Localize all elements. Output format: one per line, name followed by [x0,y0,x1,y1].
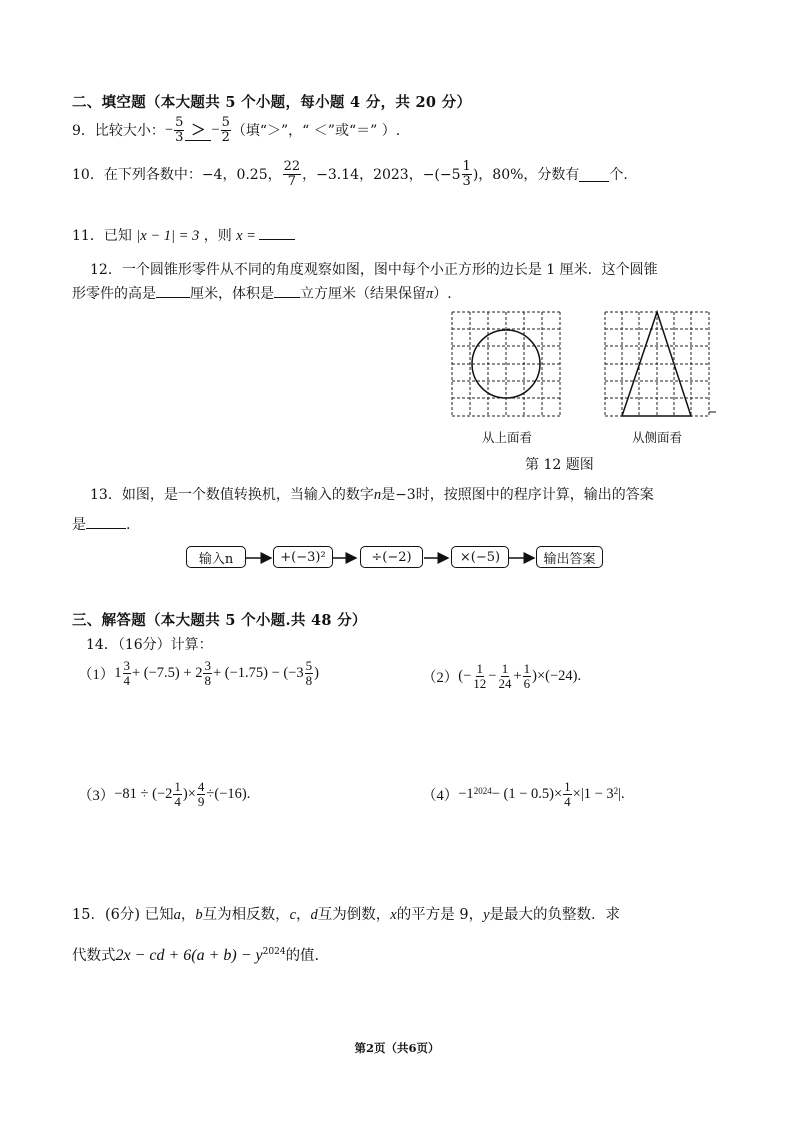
q11-answer-blank [259,225,295,240]
q15-text-f: 的平方是 9， [396,907,484,923]
flow-step-input: 输入n [186,546,246,568]
q10-answer-blank [579,167,609,182]
q14-part-4 [422,780,625,808]
question-10 [72,160,628,188]
flow-step-divide: ÷(−2) [360,546,423,568]
q14-p3-b: )× [182,785,196,802]
q13-line-1 [90,484,654,504]
q13-text-c: 是 [72,517,86,533]
q14-p2-label: （2） [422,669,459,686]
q12-side-view-figure [601,308,719,420]
q15-expression: 2x − cd + 6(a + b) − y [115,947,263,964]
q14-p3-c: ÷(−16). [206,785,251,802]
q14-p3-label: （3） [78,787,115,804]
q15-text-i: 的值. [285,948,320,964]
section-2-title: 二、填空题（本大题共 5 个小题，每小题 4 分，共 20 分） [72,94,472,111]
q11-expression: |x − 1| = 3 [136,228,200,244]
q9-answer: ＞ [185,119,211,141]
q15-var-y: y [483,907,490,923]
q14-p4-c: ×|1 − 3 [572,785,614,802]
q15-text-h: 代数式 [72,948,116,964]
q14-p2-op-1: − [488,667,497,684]
q14-p2-open: (− [458,667,472,684]
q12-text-d: ）. [433,286,452,302]
question-9 [72,116,400,144]
q12-top-view-figure [449,308,565,420]
q15-var-a: a [173,907,181,923]
q14-p2-fraction-1: $\frac{1}{12}$ [473,661,487,691]
q12-text-a: 形零件的高是 [72,286,156,302]
q15-text-e: 互为倒数， [317,907,391,923]
q14-p1-whole-a: 1 [114,664,122,681]
q14-p1-fraction-c: $\frac{5}{8}$ [305,658,313,688]
q14-p1-mid-1: + (−7.5) + 2 [132,664,203,681]
q12-height-blank [156,283,190,298]
q15-line-2 [72,944,319,965]
q14-heading: 14．（16分）计算： [86,637,213,653]
section-3-title: 三、解答题（本大题共 5 个小题.共 48 分） [72,612,367,629]
q10-suffix: )，80%，分数有 [472,167,580,184]
q15-text-a: 15．(6分) 已知 [72,907,174,923]
q14-p3-fraction: $\frac{4}{9}$ [197,779,205,809]
q13-text-b: 是−3时，按照图中的程序计算，输出的答案 [381,487,654,503]
q12-line-2 [72,283,452,303]
q13-variable-n: n [373,487,382,503]
q10-prefix: 10．在下列各数中：−4，0.25， [72,167,282,184]
q14-p2-fraction-3: $\frac{1}{6}$ [523,661,531,691]
q15-text-d: ， [296,907,311,923]
q14-p1-mid-2: + (−1.75) − (−3 [212,664,304,681]
q13-text-d: . [126,517,131,533]
q15-var-d: d [310,907,318,923]
q9-fraction-a: $\frac{5}{3}$ [175,115,184,145]
q14-part-2 [422,662,581,690]
q10-fraction-1-3: $\frac{1}{3}$ [462,159,471,189]
q14-p1-end: ) [314,664,319,681]
q14-p1-fraction-a: $\frac{3}{4}$ [123,658,130,688]
q14-p3-fraction-mixed: $\frac{1}{4}$ [174,779,181,809]
flow-step-add: +(−3)² [273,546,333,568]
q11-variable: x [236,228,243,244]
q9-sign-b: − [211,121,220,138]
q9-fraction-b: $\frac{5}{2}$ [221,115,230,145]
q14-p4-exponent: 2024 [473,786,492,796]
q13-answer-blank [86,514,126,529]
q15-text-g: 是最大的负整数．求 [489,907,621,923]
q15-line-1 [72,903,620,924]
q14-p4-a: −1 [458,785,474,802]
q10-fraction-22-7: $\frac{22}{7}$ [283,159,301,189]
flow-step-multiply: ×(−5) [451,546,509,568]
q14-p3-a: −81 ÷ (−2 [114,785,173,802]
page-footer: 第2页（共6页） [354,1041,440,1055]
q12-side-view-caption: 从侧面看 [632,430,683,445]
q13-text-a: 13．如图，是一个数值转换机，当输入的数字 [90,487,374,503]
q15-var-b: b [195,907,203,923]
question-11 [72,225,295,245]
q9-prefix: 9．比较大小： [72,123,165,140]
q13-line-2 [72,514,130,534]
q12-text-c: 立方厘米（结果保留 [300,286,426,302]
q10-middle: ，−3.14，2023，−(−5 [302,167,461,184]
q12-pi: π [426,286,434,302]
q14-p1-fraction-b: $\frac{3}{8}$ [204,658,211,688]
q14-part-1 [78,659,319,687]
q11-prefix: 11．已知 [72,228,132,244]
q14-p2-end: )×(−24). [532,667,582,684]
q9-sign-a: − [164,121,174,138]
q14-p4-d: |. [618,785,625,802]
q15-var-x: x [390,907,397,923]
q15-var-c: c [289,907,297,923]
q14-p2-fraction-2: $\frac{1}{24}$ [498,661,512,691]
q11-mid: ，则 [203,228,232,244]
q14-p4-label: （4） [422,787,459,804]
q14-p4-exponent-2: 2 [613,786,619,796]
q12-volume-blank [274,283,300,298]
q15-text-b: ， [180,907,196,923]
q14-p1-label: （1） [78,666,115,683]
q12-line-1: 12．一个圆锥形零件从不同的角度观察如图，图中每个小正方形的边长是 1 厘米．这个圆锥 [90,262,658,278]
q9-suffix: （填“＞”，“ ＜”或“＝” ）. [231,123,401,140]
q14-part-3 [78,780,250,808]
q14-p4-fraction: $\frac{1}{4}$ [564,779,571,809]
q15-text-c: 互为相反数， [202,907,290,923]
q12-text-b: 厘米，体积是 [190,286,274,302]
q12-top-view-caption: 从上面看 [482,430,533,445]
q11-equals: = [247,228,259,244]
q15-exponent: 2024 [262,947,286,958]
q12-figure-caption: 第 12 题图 [525,457,594,473]
q14-p4-b: − (1 − 0.5)× [491,785,563,802]
q10-end: 个. [609,167,628,184]
flow-step-output: 输出答案 [536,546,603,568]
q14-p2-op-2: + [513,667,522,684]
